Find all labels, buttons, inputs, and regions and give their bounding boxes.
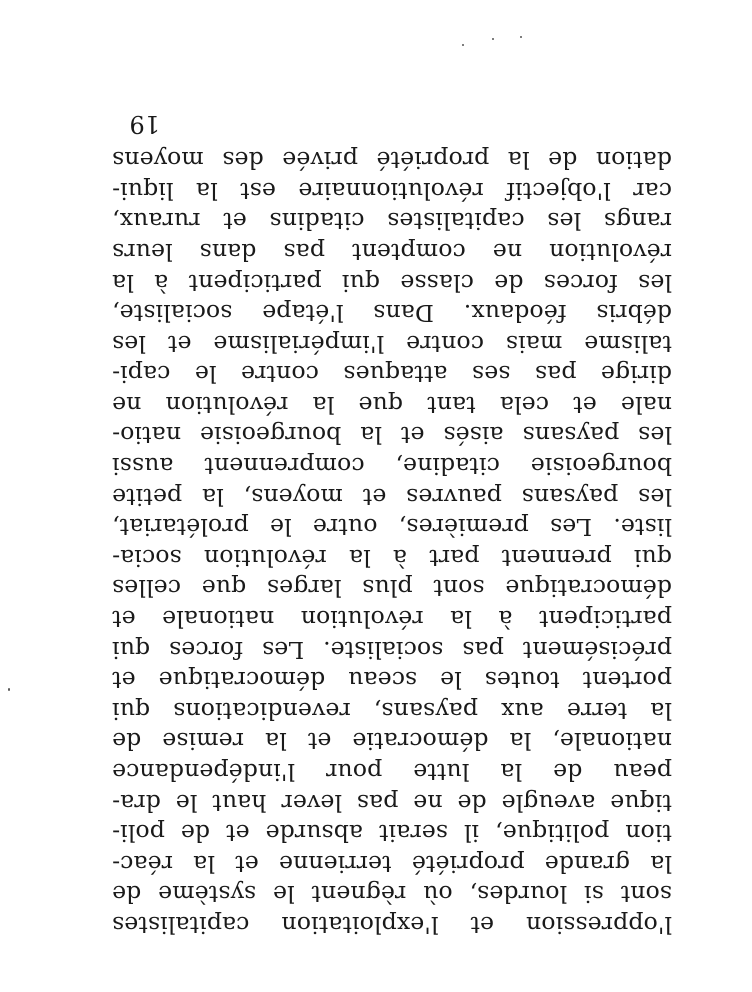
text-line: révolution ne comptent pas dans leurs xyxy=(112,237,672,266)
text-line: portent toutes le sceau démocratique et xyxy=(112,666,672,695)
text-line: car l'objectif révolutionnaire est la liqui- xyxy=(112,176,672,205)
text-line: talisme mais contre l'impérialisme et les xyxy=(112,329,672,358)
scan-speck xyxy=(8,688,10,691)
scan-speck xyxy=(462,44,464,46)
text-line: les paysans aisés et la bourgeoisie natio- xyxy=(112,421,672,450)
text-line: débris féodaux. Dans l'étape socialiste, xyxy=(112,299,672,328)
text-line: tion politique, il serait absurde et de poli- xyxy=(112,819,672,848)
page-number: 19 xyxy=(129,110,160,138)
text-line: peau de la lutte pour l'indépendance xyxy=(112,758,672,787)
scan-speck xyxy=(520,36,522,38)
text-line: les paysans pauvres et moyens, la petite xyxy=(112,482,672,511)
text-line: nationale, la démocratie et la remise de xyxy=(112,727,672,756)
scan-speck xyxy=(492,38,494,40)
text-line: sont si lourdes, où règnent le système de xyxy=(112,880,672,909)
text-line: liste. Les premières, outre le prolétariat, xyxy=(112,513,672,542)
text-line: dation de la propriété privée des moyens xyxy=(112,146,672,175)
text-line: participent à la révolution nationale et xyxy=(112,605,672,634)
text-line: démocratique sont plus larges que celles xyxy=(112,574,672,603)
text-line: la terre aux paysans, revendications qui xyxy=(112,696,672,725)
body-text xyxy=(112,145,672,940)
text-line: nale et cela tant que la révolution ne xyxy=(112,390,672,419)
text-line: la grande propriété terrienne et la réac- xyxy=(112,849,672,878)
text-line: précisément pas socialiste. Les forces qui xyxy=(112,635,672,664)
text-line: bourgeoisie citadine, comprennent aussi xyxy=(112,452,672,481)
text-line: dirige pas ses attaques contre le capi- xyxy=(112,360,672,389)
text-line: tique aveugle de ne pas lever haut le dra- xyxy=(112,788,672,817)
text-line: l'oppression et l'exploitation capitalistes xyxy=(112,911,672,939)
text-line: rangs les capitalistes citadins et ruraux, xyxy=(112,207,672,236)
text-line: qui prennent part à la révolution socia- xyxy=(112,543,672,572)
text-line: les forces de classe qui participent à la xyxy=(112,268,672,297)
